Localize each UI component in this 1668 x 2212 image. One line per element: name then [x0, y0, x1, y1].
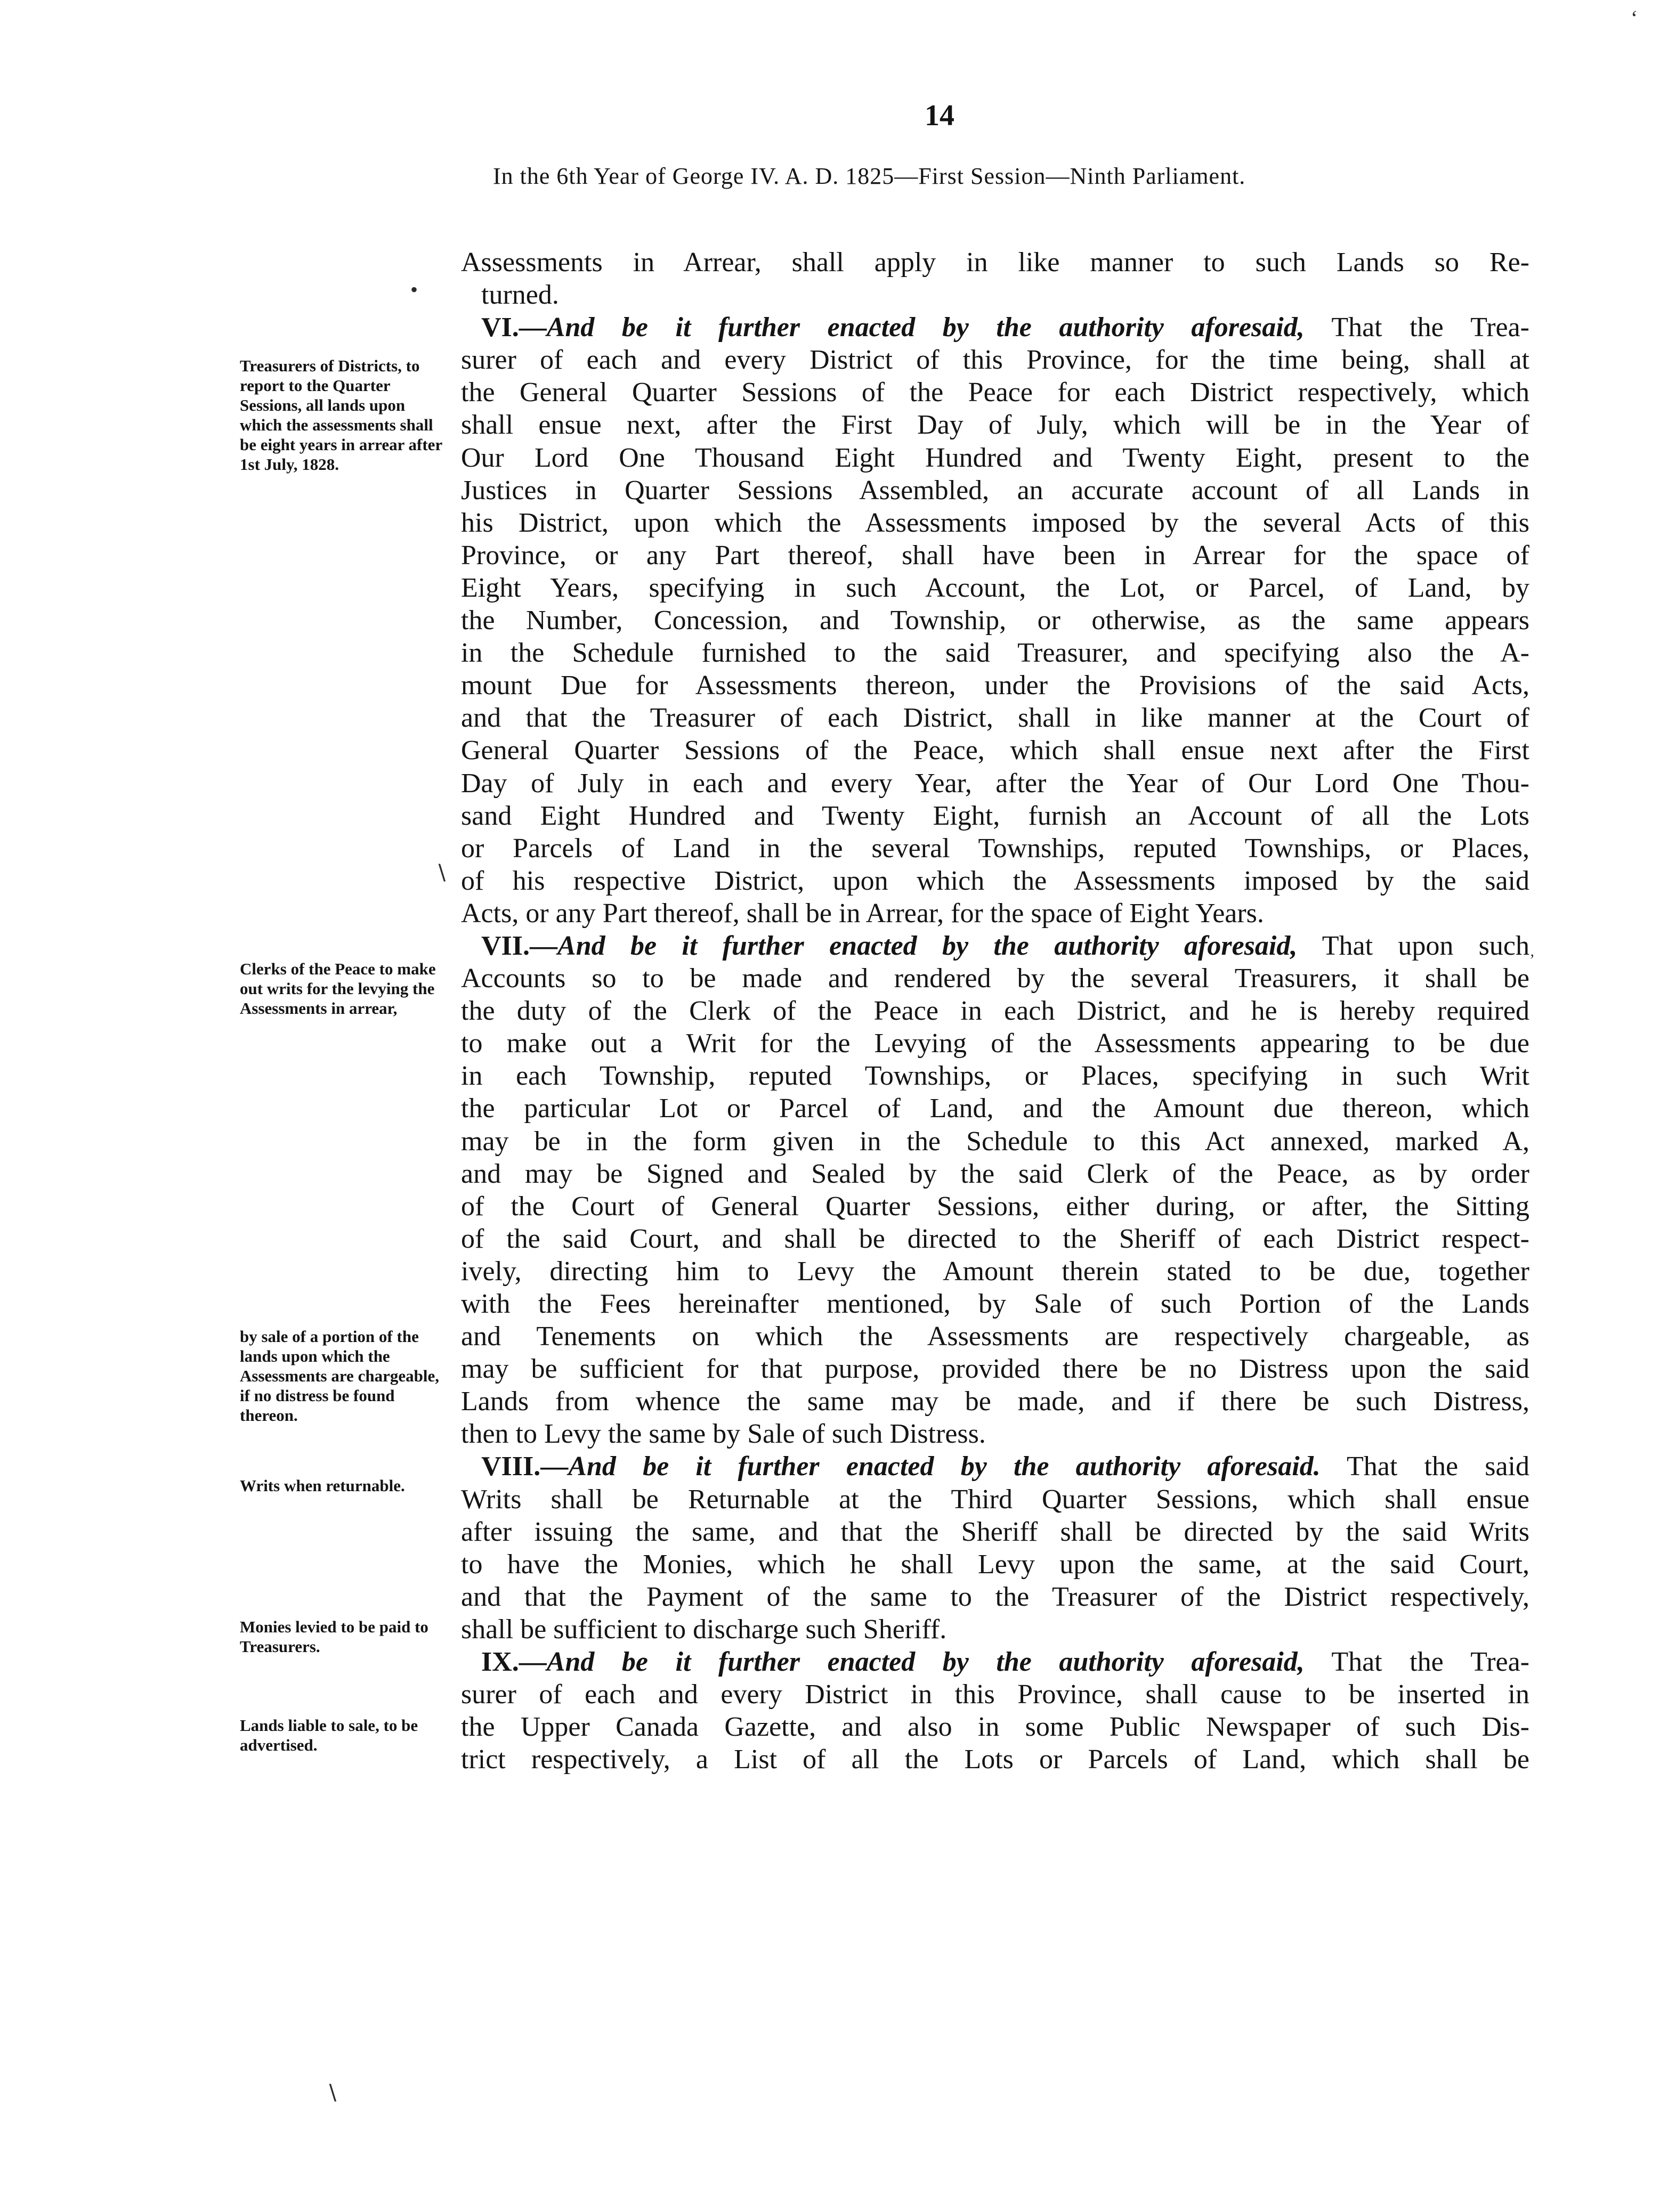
section-vii-heading — [461, 930, 1529, 962]
text-fragment: That the Trea- — [1331, 312, 1529, 343]
text-line: of his respective District, upon which the Assessments imposed by the said — [461, 865, 1529, 896]
sidenote-monies-levied: Monies levied to be paid to Treasurers. — [240, 1617, 428, 1656]
text-fragment: That the said — [1346, 1451, 1530, 1482]
stray-mark: ∖ — [434, 861, 448, 885]
text-line: Accounts so to be made and rendered by the several Treasurers, it shall be — [461, 963, 1529, 994]
text-line: Day of July in each and every Year, after the Year of Our Lord One Thou- — [461, 768, 1529, 799]
text-line: mount Due for Assessments thereon, under the Provisions of the said Acts, — [461, 670, 1529, 701]
text-line: and Tenements on which the Assessments are respectively chargeable, as — [461, 1321, 1529, 1352]
stray-mark: • — [410, 278, 418, 302]
sidenote-treasurers: Treasurers of Districts, to report to the Quarter Sessions, all lands upon which the assessments shall be eight years in arrear after 1st July, 1828. — [240, 356, 442, 474]
text-line: and that the Treasurer of each District, shall in like manner at the Court of — [461, 703, 1529, 734]
section-number: VIII.— — [481, 1451, 569, 1482]
enacting-clause: And be it further enacted by the authority aforesaid, — [557, 930, 1298, 961]
text-line: may be in the form given in the Schedule to this Act annexed, marked A, — [461, 1126, 1529, 1157]
text-line: in each Township, reputed Townships, or Places, specifying in such Writ — [461, 1061, 1529, 1092]
section-number: IX.— — [481, 1647, 547, 1678]
text-line: the Upper Canada Gazette, and also in some Public Newspaper of such Dis- — [461, 1712, 1529, 1743]
text-line: the General Quarter Sessions of the Peace for each District respectively, which — [461, 377, 1529, 408]
text-line: Acts, or any Part thereof, shall be in Arrear, for the space of Eight Years. — [461, 898, 1264, 929]
text-line: Eight Years, specifying in such Account, the Lot, or Parcel, of Land, by — [461, 572, 1529, 603]
text-line: shall ensue next, after the First Day of July, which will be in the Year of — [461, 410, 1529, 441]
text-line: after issuing the same, and that the Sheriff shall be directed by the said Writs — [461, 1516, 1529, 1547]
sidenote-writs-returnable: Writs when returnable. — [240, 1476, 405, 1495]
text-line: his District, upon which the Assessments imposed by the several Acts of this — [461, 507, 1529, 538]
section-vi-heading — [461, 311, 1529, 344]
stray-mark: ‘ — [1631, 6, 1638, 30]
text-line: the Number, Concession, and Township, or otherwise, as the same appears — [461, 605, 1529, 636]
sidenote-clerks: Clerks of the Peace to make out writs for the levying the Assessments in arrear, — [240, 959, 436, 1018]
text-line: General Quarter Sessions of the Peace, which shall ensue next after the First — [461, 735, 1529, 766]
text-line: and that the Payment of the same to the Treasurer of the District respectively, — [461, 1581, 1529, 1612]
text-line: Our Lord One Thousand Eight Hundred and Twenty Eight, present to the — [461, 442, 1529, 473]
text-line: the particular Lot or Parcel of Land, and the Amount due thereon, which — [461, 1093, 1529, 1124]
text-fragment: That the Trea- — [1331, 1647, 1529, 1678]
sidenote-lands-advertised: Lands liable to sale, to be advertised. — [240, 1716, 418, 1754]
text-line: Assessments in Arrear, shall apply in like manner to such Lands so Re- — [461, 247, 1529, 278]
text-line: in the Schedule furnished to the said Treasurer, and specifying also the A- — [461, 638, 1529, 669]
text-line: of the said Court, and shall be directed to the Sheriff of each District respect- — [461, 1223, 1529, 1254]
stray-mark: ’ — [1529, 951, 1535, 969]
text-line: then to Levy the same by Sale of such Distress. — [461, 1419, 986, 1450]
text-line: with the Fees hereinafter mentioned, by Sale of such Portion of the Lands — [461, 1289, 1529, 1319]
text-line: of the Court of General Quarter Sessions, either during, or after, the Sitting — [461, 1191, 1529, 1222]
statute-body — [461, 246, 1529, 1776]
text-line: surer of each and every District of this Province, for the time being, shall at — [461, 345, 1529, 376]
stray-mark: ∖ — [325, 2081, 339, 2105]
sidenote-sale-of-lands: by sale of a portion of the lands upon which the Assessments are chargeable, if no distress be found thereon. — [240, 1327, 439, 1425]
text-line: may be sufficient for that purpose, provided there be no Distress upon the said — [461, 1354, 1529, 1385]
text-line: shall be sufficient to discharge such Sheriff. — [461, 1614, 947, 1645]
enacting-clause: And be it further enacted by the authority aforesaid, — [546, 1647, 1305, 1678]
enacting-clause: And be it further enacted by the authority aforesaid. — [568, 1451, 1321, 1482]
section-viii-heading — [461, 1450, 1529, 1483]
text-line: sand Eight Hundred and Twenty Eight, furnish an Account of all the Lots — [461, 800, 1529, 831]
text-line: Province, or any Part thereof, shall have been in Arrear for the space of — [461, 540, 1529, 571]
text-line: turned. — [481, 280, 559, 311]
text-line: Lands from whence the same may be made, and if there be such Distress, — [461, 1386, 1529, 1417]
text-fragment: That upon such — [1322, 930, 1529, 961]
text-line: Justices in Quarter Sessions Assembled, an accurate account of all Lands in — [461, 475, 1529, 506]
text-line: or Parcels of Land in the several Townships, reputed Townships, or Places, — [461, 833, 1529, 864]
text-line: ively, directing him to Levy the Amount therein stated to be due, together — [461, 1256, 1529, 1287]
text-line: and may be Signed and Sealed by the said Clerk of the Peace, as by order — [461, 1158, 1529, 1189]
text-line: to make out a Writ for the Levying of the Assessments appearing to be due — [461, 1028, 1529, 1059]
text-line: the duty of the Clerk of the Peace in each District, and he is hereby required — [461, 996, 1529, 1027]
running-head: In the 6th Year of George IV. A. D. 1825—First Session—Ninth Parliament. — [493, 163, 1246, 189]
text-line: to have the Monies, which he shall Levy upon the same, at the said Court, — [461, 1549, 1529, 1580]
text-line: trict respectively, a List of all the Lots or Parcels of Land, which shall be — [461, 1744, 1529, 1775]
section-number: VII.— — [481, 930, 558, 961]
section-number: VI.— — [481, 312, 547, 343]
page-number: 14 — [925, 99, 954, 132]
enacting-clause: And be it further enacted by the authority aforesaid, — [546, 312, 1305, 343]
text-line: Writs shall be Returnable at the Third Quarter Sessions, which shall ensue — [461, 1484, 1529, 1515]
section-ix-heading — [461, 1646, 1529, 1678]
text-line: surer of each and every District in this Province, shall cause to be inserted in — [461, 1679, 1529, 1710]
